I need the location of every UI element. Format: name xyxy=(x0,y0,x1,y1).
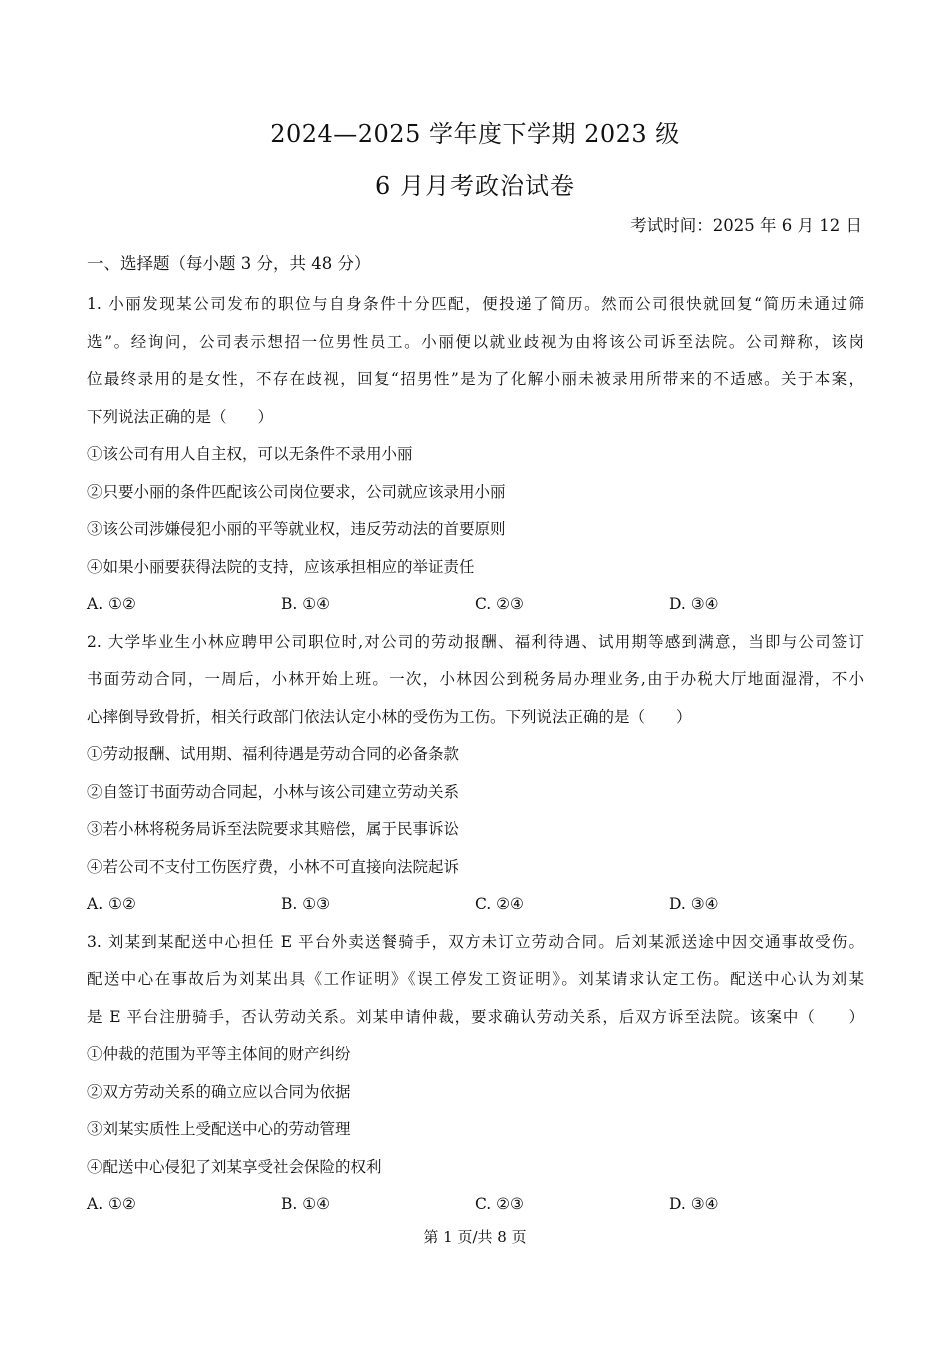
statement: ④配送中心侵犯了刘某享受社会保险的权利 xyxy=(87,1157,382,1176)
options-row xyxy=(87,586,864,624)
question-3 xyxy=(87,924,864,1224)
statement: ③刘某实质性上受配送中心的劳动管理 xyxy=(87,1120,351,1138)
statement: ④若公司不支付工伤医疗费，小林不可直接向法院起诉 xyxy=(87,857,460,876)
statement: ②只要小丽的条件匹配该公司岗位要求，公司就应该录用小丽 xyxy=(87,482,506,501)
statement: ③该公司涉嫌侵犯小丽的平等就业权，违反劳动法的首要原则 xyxy=(87,520,506,538)
exam-title-line2: 6 月月考政治试卷 xyxy=(375,172,575,200)
options-row xyxy=(87,886,864,924)
option-d: D. ③④ xyxy=(669,595,719,613)
question-stem-line: 位最终录用的是女性，不存在歧视，回复“招男性”是为了化解小丽未被录用所带来的不适感。关于本案， xyxy=(87,370,864,388)
option-a: A. ①② xyxy=(87,1195,136,1213)
option-b: B. ①④ xyxy=(281,1195,331,1213)
option-a: A. ①② xyxy=(87,895,136,913)
statement: ②自签订书面劳动合同起，小林与该公司建立劳动关系 xyxy=(87,782,460,801)
question-2 xyxy=(87,624,864,924)
page-footer: 第 1 页/共 8 页 xyxy=(423,1228,527,1246)
option-c: C. ②④ xyxy=(475,895,524,913)
option-c: C. ②③ xyxy=(475,1195,524,1213)
question-stem-line: 下列说法正确的是（ ） xyxy=(87,407,274,426)
statement: ②双方劳动关系的确立应以合同为依据 xyxy=(87,1082,351,1101)
question-1 xyxy=(87,286,864,624)
option-a: A. ①② xyxy=(87,595,136,613)
statement: ④如果小丽要获得法院的支持，应该承担相应的举证责任 xyxy=(87,557,475,576)
options-row xyxy=(87,1186,864,1224)
option-c: C. ②③ xyxy=(475,595,524,613)
question-stem-line: 选”。经询问，公司表示想招一位男性员工。小丽便以就业歧视为由将该公司诉至法院。公司辩称，该岗 xyxy=(87,332,864,351)
exam-title-line1: 2024—2025 学年度下学期 2023 级 xyxy=(270,120,680,148)
section-title: 一、选择题（每小题 3 分，共 48 分） xyxy=(87,254,371,273)
question-stem-line: 心摔倒导致骨折，相关行政部门依法认定小林的受伤为工伤。下列说法正确的是（ ） xyxy=(87,707,692,726)
statement: ①仲裁的范围为平等主体间的财产纠纷 xyxy=(87,1045,351,1063)
question-stem-line: 配送中心在事故后为刘某出具《工作证明》《误工停发工资证明》。刘某请求认定工伤。配送中心认为刘某 xyxy=(87,970,864,988)
option-d: D. ③④ xyxy=(669,895,719,913)
option-b: B. ①③ xyxy=(281,895,331,913)
question-stem-line: 书面劳动合同，一周后，小林开始上班。一次，小林因公到税务局办理业务,由于办税大厅地面湿滑，不小 xyxy=(87,670,864,688)
question-stem-line: 是 E 平台注册骑手，否认劳动关系。刘某申请仲裁，要求确认劳动关系，后双方诉至法院。该案中（ ） xyxy=(87,1007,864,1026)
statement: ①该公司有用人自主权，可以无条件不录用小丽 xyxy=(87,445,413,463)
question-stem-line: 3. 刘某到某配送中心担任 E 平台外卖送餐骑手，双方未订立劳动合同。后刘某派送途中因交通事故受伤。 xyxy=(87,932,864,951)
question-stem-line: 1. 小丽发现某公司发布的职位与自身条件十分匹配，便投递了简历。然而公司很快就回复“简历未通过筛 xyxy=(87,295,864,313)
exam-time: 考试时间：2025 年 6 月 12 日 xyxy=(630,216,862,235)
statement: ③若小林将税务局诉至法院要求其赔偿，属于民事诉讼 xyxy=(87,820,460,838)
option-b: B. ①④ xyxy=(281,595,331,613)
questions-container xyxy=(87,286,864,1224)
question-stem-line: 2. 大学毕业生小林应聘甲公司职位时,对公司的劳动报酬、福利待遇、试用期等感到满意，当即与公司签订 xyxy=(87,632,864,651)
option-d: D. ③④ xyxy=(669,1195,719,1213)
statement: ①劳动报酬、试用期、福利待遇是劳动合同的必备条款 xyxy=(87,745,460,763)
